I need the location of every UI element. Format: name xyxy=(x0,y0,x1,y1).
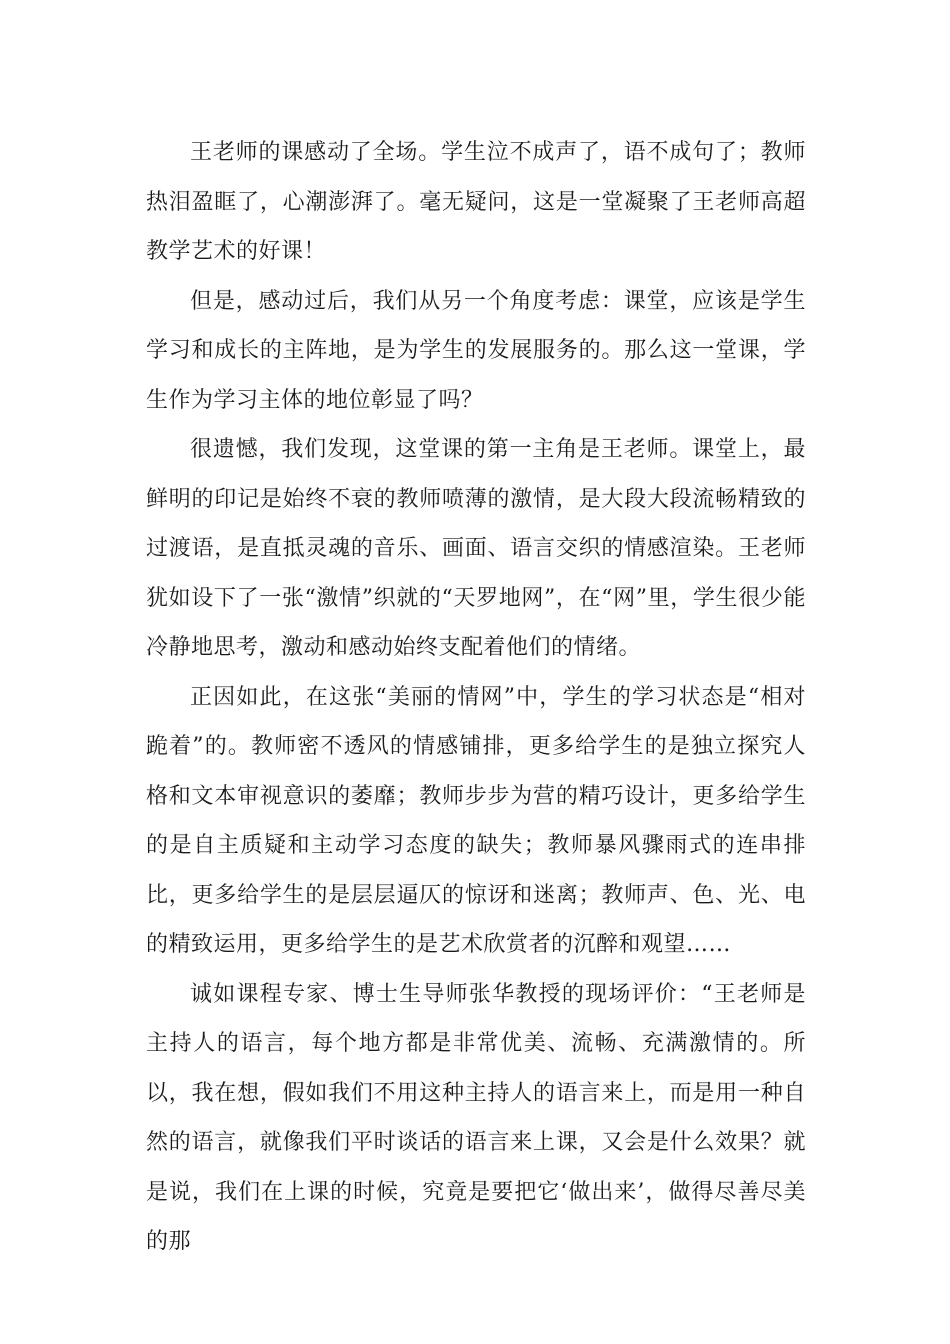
paragraph-5: 诚如课程专家、博士生导师张华教授的现场评价：“王老师是主持人的语言，每个地方都是非常优美、流畅、充满激情的。所以，我在想，假如我们不用这种主持人的语言来上，而是用一种自然的语言，就像我们平时谈话的语言来上课，又会是什么效果？就是说，我们在上课的时候，究竟是要把它‘做出来’，做得尽善尽美的那 xyxy=(146,981,806,1254)
paragraph-1: 王老师的课感动了全场。学生泣不成声了，语不成句了；教师热泪盈眶了，心潮澎湃了。毫无疑问，这是一堂凝聚了王老师高超教学艺术的好课！ xyxy=(146,140,806,264)
paragraph-2: 但是，感动过后，我们从另一个角度考虑：课堂，应该是学生学习和成长的主阵地，是为学生的发展服务的。那么这一堂课，学生作为学习主体的地位彰显了吗？ xyxy=(146,288,806,413)
paragraph-3: 很遗憾，我们发现，这堂课的第一主角是王老师。课堂上，最鲜明的印记是始终不衰的教师喷薄的激情，是大段大段流畅精致的过渡语，是直抵灵魂的音乐、画面、语言交织的情感渲染。王老师犹如设下了一张“激情”织就的“天罗地网”，在“网”里，学生很少能冷静地思考，激动和感动始终支配着他们的情绪。 xyxy=(146,437,806,660)
document-body xyxy=(146,128,806,1267)
paragraph-4: 正因如此，在这张“美丽的情网”中，学生的学习状态是“相对跪着”的。教师密不透风的情感铺排，更多给学生的是独立探究人格和文本审视意识的萎靡；教师步步为营的精巧设计，更多给学生的是自主质疑和主动学习态度的缺失；教师暴风骤雨式的连串排比，更多给学生的是层层逼仄的惊讶和迷离；教师声、色、光、电的精致运用，更多给学生的是艺术欣赏者的沉醉和观望…… xyxy=(146,684,806,957)
